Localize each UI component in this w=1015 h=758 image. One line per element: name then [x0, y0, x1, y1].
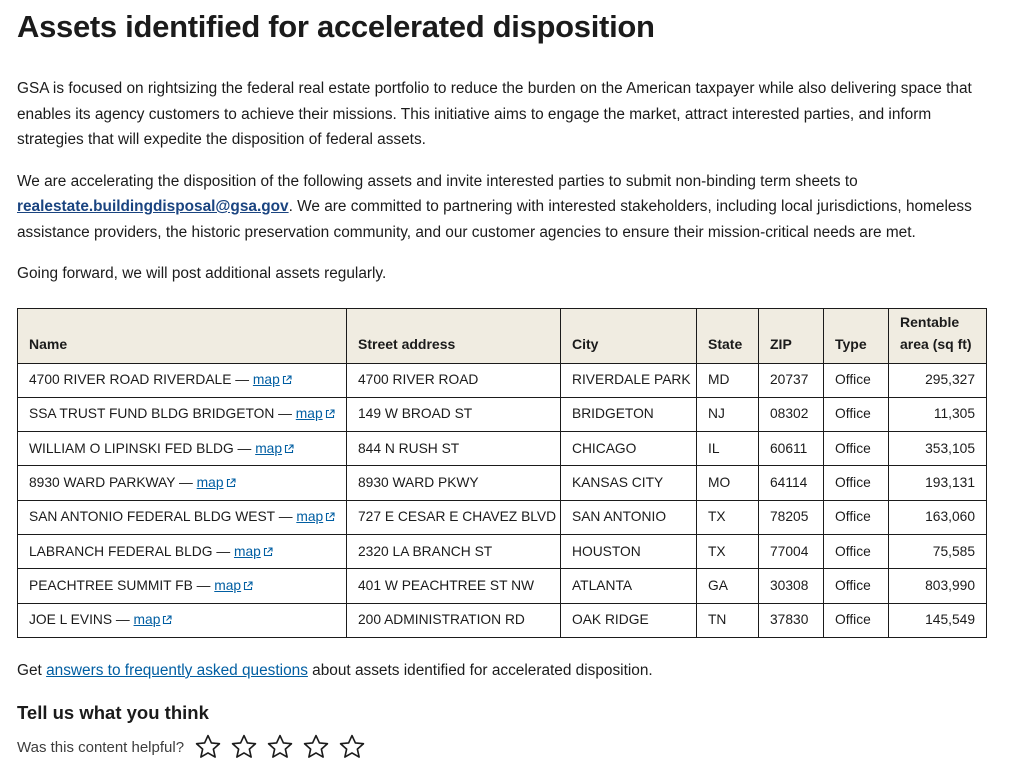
- cell-state: TX: [697, 534, 759, 568]
- star-icon[interactable]: [266, 733, 294, 758]
- cell-name: [18, 534, 347, 568]
- cell-state: IL: [697, 432, 759, 466]
- cell-zip: 60611: [759, 432, 824, 466]
- asset-name: 4700 RIVER ROAD RIVERDALE: [29, 372, 232, 388]
- map-link-label: map: [214, 577, 242, 593]
- table-row: [18, 603, 987, 637]
- asset-name: WILLIAM O LIPINSKI FED BLDG: [29, 440, 234, 456]
- asset-name: SSA TRUST FUND BLDG BRIDGETON: [29, 406, 275, 422]
- cell-zip: 77004: [759, 534, 824, 568]
- map-link-label: map: [252, 372, 280, 388]
- invitation-paragraph: [17, 169, 998, 246]
- cell-street: 4700 RIVER ROAD: [347, 363, 561, 397]
- asset-name: 8930 WARD PARKWAY: [29, 475, 176, 491]
- map-separator: —: [233, 440, 256, 456]
- cell-state: MO: [697, 466, 759, 500]
- cell-zip: 08302: [759, 397, 824, 431]
- table-row: [18, 466, 987, 500]
- cell-name: [18, 397, 347, 431]
- cell-state: GA: [697, 569, 759, 603]
- map-separator: —: [274, 406, 296, 422]
- update-paragraph: Going forward, we will post additional assets regularly.: [17, 265, 387, 282]
- column-header-zip: ZIP: [759, 308, 824, 363]
- map-link-label: map: [295, 406, 323, 422]
- rating-question: Was this content helpful?: [17, 738, 185, 756]
- map-link[interactable]: [253, 372, 292, 387]
- cell-area: 193,131: [889, 466, 987, 500]
- column-header-city: City: [561, 308, 697, 363]
- table-row: [18, 397, 987, 431]
- map-link[interactable]: [296, 406, 335, 421]
- cell-zip: 64114: [759, 466, 824, 500]
- table-body: [18, 363, 987, 637]
- faq-suffix: about assets identified for accelerated disposition.: [307, 661, 653, 679]
- cell-type: Office: [824, 466, 889, 500]
- rating-widget: [17, 733, 998, 758]
- map-separator: —: [274, 509, 297, 525]
- cell-state: TN: [697, 603, 759, 637]
- external-link-icon: [261, 544, 273, 559]
- faq-link[interactable]: answers to frequently asked questions: [46, 661, 308, 679]
- cell-type: Office: [824, 432, 889, 466]
- invitation-text-start: We are accelerating the disposition of the following assets and invite interested parties to submit non-binding term sheets to: [17, 172, 858, 190]
- map-link-label: map: [233, 543, 261, 559]
- asset-name: LABRANCH FEDERAL BLDG: [29, 543, 213, 559]
- map-link[interactable]: [197, 475, 236, 490]
- cell-zip: 78205: [759, 500, 824, 534]
- column-header-name: Name: [18, 308, 347, 363]
- external-link-icon: [241, 578, 253, 593]
- feedback-heading: Tell us what you think: [17, 702, 209, 724]
- assets-table: [17, 308, 987, 638]
- cell-street: 2320 LA BRANCH ST: [347, 534, 561, 568]
- table-row: [18, 500, 987, 534]
- cell-name: [18, 569, 347, 603]
- cell-zip: 37830: [759, 603, 824, 637]
- cell-city: RIVERDALE PARK: [561, 363, 697, 397]
- cell-city: CHICAGO: [561, 432, 697, 466]
- star-icon[interactable]: [194, 733, 222, 758]
- column-header-state: State: [697, 308, 759, 363]
- faq-prefix: Get: [17, 661, 47, 679]
- cell-type: Office: [824, 363, 889, 397]
- cell-street: 149 W BROAD ST: [347, 397, 561, 431]
- map-link[interactable]: [255, 441, 294, 456]
- table-row: [18, 534, 987, 568]
- external-link-icon: [224, 475, 236, 490]
- cell-state: NJ: [697, 397, 759, 431]
- external-link-icon: [323, 509, 335, 524]
- cell-city: KANSAS CITY: [561, 466, 697, 500]
- faq-paragraph: [17, 658, 998, 684]
- external-link-icon: [280, 372, 292, 387]
- page-title: Assets identified for accelerated disposition: [17, 9, 655, 44]
- map-separator: —: [112, 612, 134, 628]
- cell-name: [18, 432, 347, 466]
- intro-paragraph: GSA is focused on rightsizing the federal real estate portfolio to reduce the burden on the American taxpayer while also delivering space that enables its agency customers to achieve their missions. This initiative aims to engage the market, attract interested parties, and inform strategies that will expedite the disposition of federal assets.: [17, 80, 972, 148]
- cell-city: OAK RIDGE: [561, 603, 697, 637]
- star-icon[interactable]: [338, 733, 366, 758]
- asset-name: PEACHTREE SUMMIT FB: [29, 577, 193, 593]
- map-link-label: map: [296, 509, 324, 525]
- map-link[interactable]: [296, 509, 335, 524]
- cell-street: 727 E CESAR E CHAVEZ BLVD: [347, 500, 561, 534]
- map-separator: —: [175, 475, 197, 491]
- cell-zip: 30308: [759, 569, 824, 603]
- cell-city: SAN ANTONIO: [561, 500, 697, 534]
- map-link-label: map: [133, 612, 161, 628]
- cell-name: [18, 603, 347, 637]
- column-header-street: Street address: [347, 308, 561, 363]
- cell-name: [18, 363, 347, 397]
- cell-type: Office: [824, 603, 889, 637]
- cell-city: ATLANTA: [561, 569, 697, 603]
- column-header-area: Rentable area (sq ft): [889, 308, 987, 363]
- cell-type: Office: [824, 534, 889, 568]
- map-link-label: map: [196, 475, 224, 491]
- invitation-text-end: . We are committed to partnering with interested stakeholders, including local jurisdictions, homeless assistance providers, the historic preservation community, and our customer agencies to ensure their mission-critical needs are met.: [17, 198, 972, 241]
- table-header-row: [18, 308, 987, 363]
- cell-city: HOUSTON: [561, 534, 697, 568]
- star-rating: [194, 733, 374, 758]
- external-link-icon: [282, 441, 294, 456]
- cell-area: 295,327: [889, 363, 987, 397]
- email-link[interactable]: realestate.buildingdisposal@gsa.gov: [17, 198, 289, 215]
- map-link[interactable]: [214, 578, 253, 593]
- cell-name: [18, 500, 347, 534]
- cell-area: 145,549: [889, 603, 987, 637]
- map-link[interactable]: [234, 544, 273, 559]
- map-link-label: map: [255, 440, 283, 456]
- external-link-icon: [160, 612, 172, 627]
- cell-name: [18, 466, 347, 500]
- map-separator: —: [212, 543, 234, 559]
- star-icon[interactable]: [302, 733, 330, 758]
- cell-street: 200 ADMINISTRATION RD: [347, 603, 561, 637]
- cell-type: Office: [824, 500, 889, 534]
- map-link[interactable]: [134, 612, 173, 627]
- cell-type: Office: [824, 397, 889, 431]
- cell-area: 75,585: [889, 534, 987, 568]
- cell-area: 11,305: [889, 397, 987, 431]
- asset-name: SAN ANTONIO FEDERAL BLDG WEST: [29, 509, 275, 525]
- cell-city: BRIDGETON: [561, 397, 697, 431]
- cell-zip: 20737: [759, 363, 824, 397]
- external-link-icon: [323, 406, 335, 421]
- cell-state: MD: [697, 363, 759, 397]
- cell-area: 353,105: [889, 432, 987, 466]
- cell-street: 8930 WARD PKWY: [347, 466, 561, 500]
- table-row: [18, 432, 987, 466]
- cell-area: 803,990: [889, 569, 987, 603]
- star-icon[interactable]: [230, 733, 258, 758]
- map-separator: —: [192, 577, 215, 593]
- table-row: [18, 363, 987, 397]
- cell-type: Office: [824, 569, 889, 603]
- cell-state: TX: [697, 500, 759, 534]
- column-header-type: Type: [824, 308, 889, 363]
- asset-name: JOE L EVINS: [29, 612, 113, 628]
- cell-area: 163,060: [889, 500, 987, 534]
- cell-street: 401 W PEACHTREE ST NW: [347, 569, 561, 603]
- cell-street: 844 N RUSH ST: [347, 432, 561, 466]
- table-row: [18, 569, 987, 603]
- map-separator: —: [231, 372, 253, 388]
